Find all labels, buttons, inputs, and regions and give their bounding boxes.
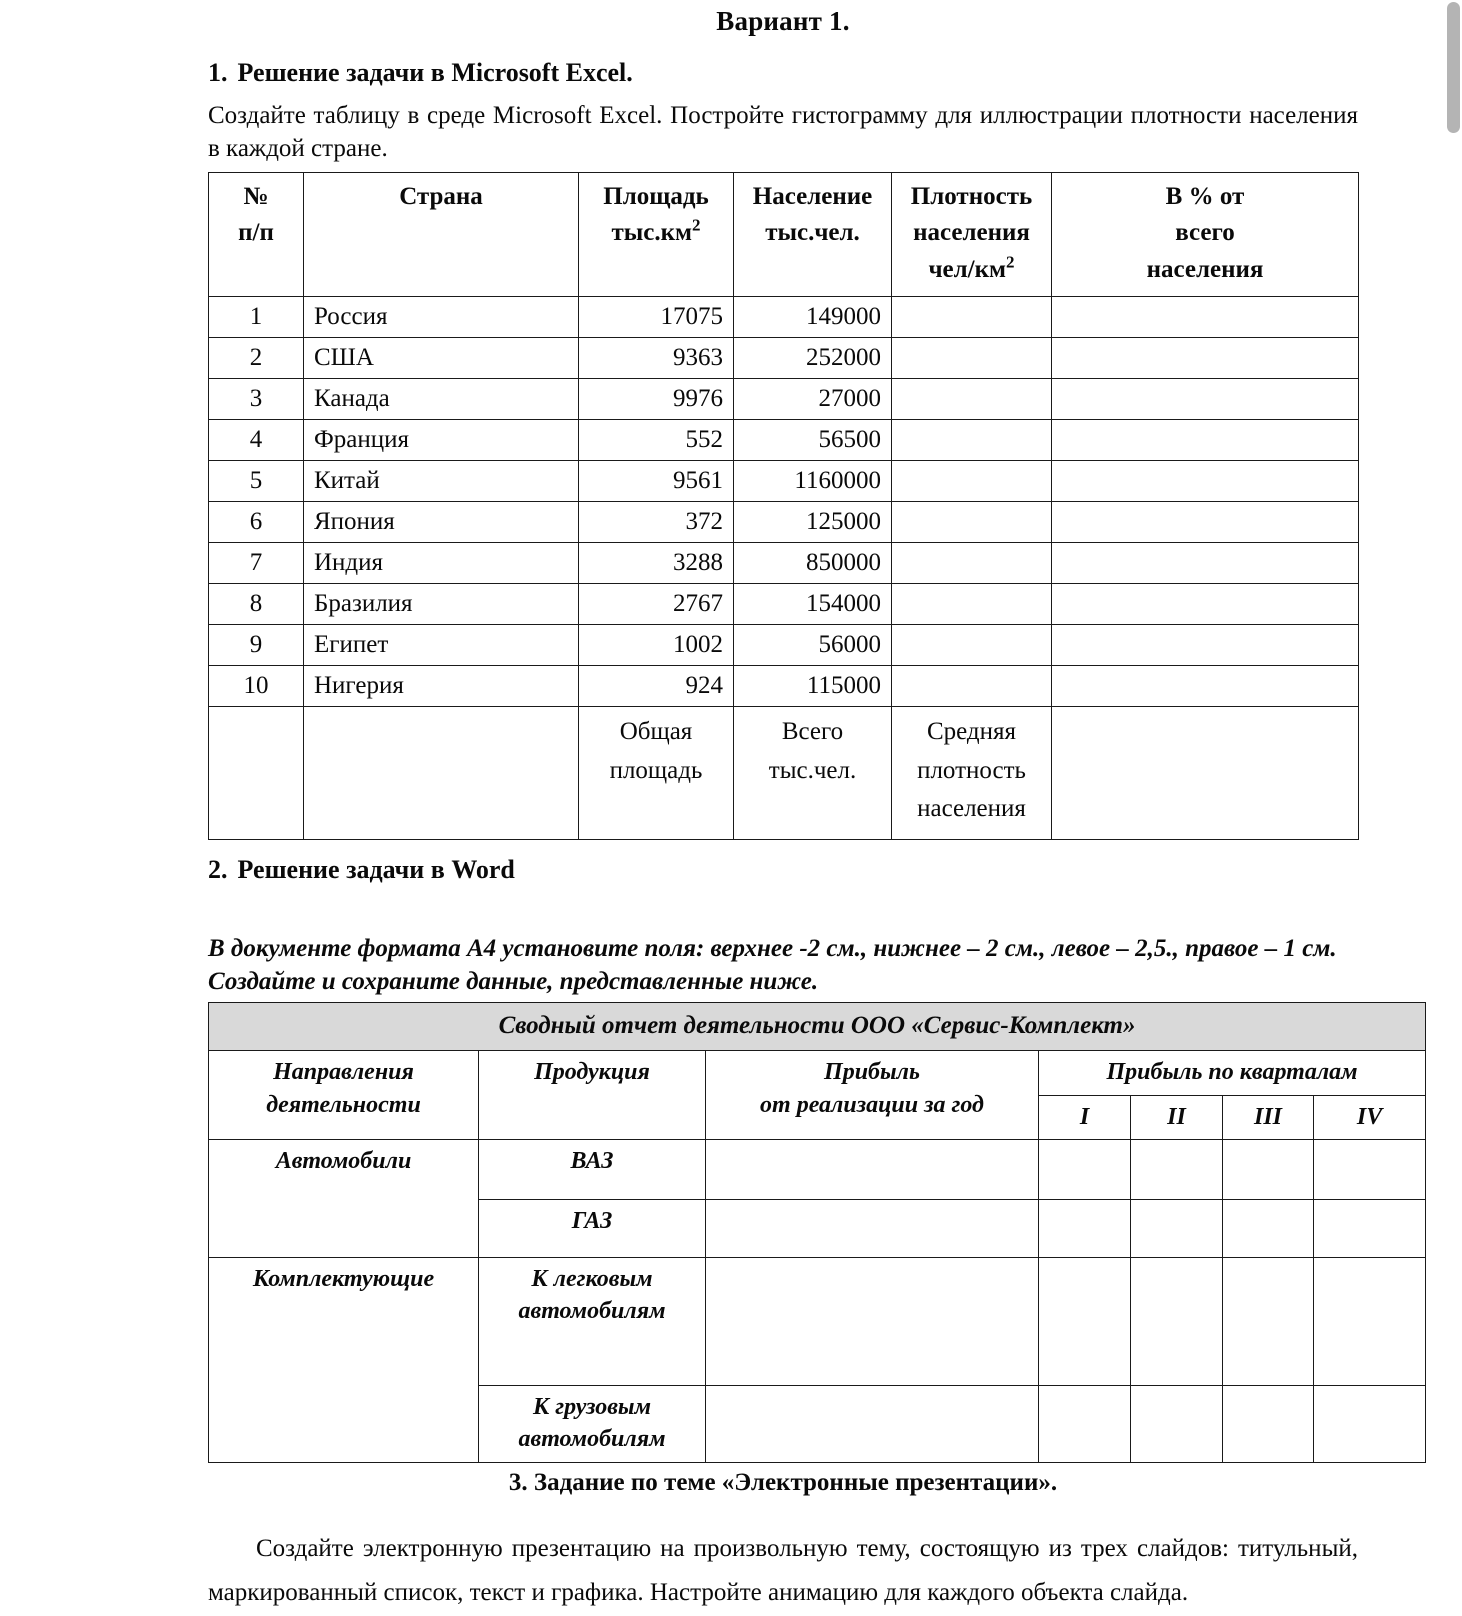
- cell-product-line1: ГАЗ: [571, 1207, 613, 1234]
- section-2-title: Решение задачи в Word: [237, 855, 515, 885]
- table-header-row: [209, 173, 1359, 297]
- cell-percent: [1052, 542, 1359, 583]
- section-3-heading: 3. Задание по теме «Электронные презентации».: [508, 1468, 1058, 1496]
- table-row: [209, 460, 1359, 501]
- cell-density: [892, 542, 1052, 583]
- header-direction: [209, 1051, 479, 1140]
- cell-product: [479, 1257, 706, 1385]
- cell-quarter-3: [1223, 1199, 1314, 1257]
- cell-product-line1: К грузовым: [532, 1393, 652, 1420]
- header-percent-line2: всего: [1175, 219, 1235, 247]
- cell-country: Египет: [304, 624, 579, 665]
- summary-area-line1: Общая: [619, 717, 693, 745]
- cell-country: Индия: [304, 542, 579, 583]
- header-row-number-line1: №: [243, 183, 269, 211]
- table-row: [209, 1139, 1426, 1199]
- cell-profit: [706, 1139, 1039, 1199]
- cell-row-number: 8: [209, 583, 304, 624]
- cell-quarter-1: [1039, 1257, 1131, 1385]
- summary-cell-density: [892, 706, 1052, 839]
- table-row: [209, 296, 1359, 337]
- header-direction-line2: деятельности: [266, 1091, 421, 1118]
- cell-quarter-4: [1314, 1385, 1426, 1462]
- cell-country: Япония: [304, 501, 579, 542]
- header-population-line2: тыс.чел.: [765, 219, 860, 247]
- table-summary-row: [209, 706, 1359, 839]
- cell-population: 252000: [734, 337, 892, 378]
- summary-population-line2: тыс.чел.: [768, 756, 857, 784]
- cell-country: Нигерия: [304, 665, 579, 706]
- cell-percent: [1052, 665, 1359, 706]
- table-row: [209, 583, 1359, 624]
- summary-cell-percent: [1052, 706, 1359, 839]
- header-direction-line1: Направления: [273, 1059, 414, 1086]
- cell-percent: [1052, 583, 1359, 624]
- summary-density-line3: населения: [917, 795, 1026, 823]
- summary-density-line2: плотность: [917, 756, 1026, 784]
- cell-row-number: 3: [209, 378, 304, 419]
- cell-area: 3288: [579, 542, 734, 583]
- section-2-number: 2.: [208, 855, 228, 885]
- cell-direction: Автомобили: [209, 1139, 479, 1257]
- cell-quarter-4: [1314, 1257, 1426, 1385]
- summary-cell-country: [304, 706, 579, 839]
- summary-report-table-body: [209, 1003, 1426, 1462]
- page-title: Вариант 1.: [716, 6, 850, 36]
- header-area-line1: Площадь: [603, 183, 709, 211]
- scrollbar-thumb[interactable]: [1447, 2, 1460, 133]
- cell-row-number: 4: [209, 419, 304, 460]
- cell-percent: [1052, 296, 1359, 337]
- header-area-unit: тыс.км: [611, 219, 693, 247]
- cell-product: [479, 1139, 706, 1199]
- header-row-number-line2: п/п: [238, 219, 274, 247]
- cell-product-line1: ВАЗ: [570, 1147, 614, 1174]
- cell-density: [892, 296, 1052, 337]
- table-row: [209, 501, 1359, 542]
- cell-profit: [706, 1385, 1039, 1462]
- table-row: [209, 1257, 1426, 1385]
- cell-quarter-1: [1039, 1139, 1131, 1199]
- section-1-heading: [208, 57, 1358, 88]
- cell-percent: [1052, 419, 1359, 460]
- cell-density: [892, 378, 1052, 419]
- header-density-line2: населения: [913, 219, 1030, 247]
- table-row: [209, 542, 1359, 583]
- summary-report-table: [208, 1002, 1426, 1462]
- header-area-superscript: 2: [692, 216, 701, 236]
- cell-density: [892, 665, 1052, 706]
- header-area: [579, 173, 734, 297]
- section-1-number: 1.: [208, 58, 228, 88]
- section-3-paragraph: Создайте электронную презентацию на произвольную тему, состоящую из трех слайдов: титульный, маркированный список, текст и графика. Настройте анимацию для каждого объекта слайда.: [208, 1534, 1358, 1607]
- summary-density-line1: Средняя: [926, 717, 1017, 745]
- cell-direction: Комплектующие: [209, 1257, 479, 1462]
- cell-area: 924: [579, 665, 734, 706]
- header-population: [734, 173, 892, 297]
- document-content: [208, 0, 1383, 1616]
- section-2-instruction: В документе формата А4 установите поля: верхнее -2 см., нижнее – 2 см., левое – 2,5., правое – 1 см. Создайте и сохраните данные, представленные ниже.: [208, 935, 1337, 995]
- cell-population: 125000: [734, 501, 892, 542]
- cell-quarter-4: [1314, 1199, 1426, 1257]
- cell-area: 17075: [579, 296, 734, 337]
- cell-population: 1160000: [734, 460, 892, 501]
- cell-population: 154000: [734, 583, 892, 624]
- header-profit-line1: Прибыль: [824, 1059, 920, 1086]
- cell-quarter-4: [1314, 1139, 1426, 1199]
- cell-quarter-1: [1039, 1199, 1131, 1257]
- section-1-title: Решение задачи в Microsoft Excel.: [237, 58, 633, 88]
- section-1-intro-paragraph: Создайте таблицу в среде Microsoft Excel. Постройте гистограмму для иллюстрации плотности населения в каждой стране.: [208, 102, 1358, 162]
- header-product: Продукция: [479, 1051, 706, 1140]
- header-density-line3: [896, 252, 1047, 288]
- header-population-line1: Население: [752, 183, 873, 211]
- summary-area-line2: площадь: [609, 756, 703, 784]
- cell-percent: [1052, 460, 1359, 501]
- cell-population: 850000: [734, 542, 892, 583]
- cell-population: 149000: [734, 296, 892, 337]
- cell-row-number: 2: [209, 337, 304, 378]
- cell-country: Франция: [304, 419, 579, 460]
- header-row-number: [209, 173, 304, 297]
- cell-product: [479, 1199, 706, 1257]
- cell-percent: [1052, 624, 1359, 665]
- cell-area: 552: [579, 419, 734, 460]
- header-profit-line2: от реализации за год: [760, 1091, 984, 1118]
- header-percent-line3: населения: [1146, 255, 1264, 283]
- table2-title-row: [209, 1003, 1426, 1051]
- cell-percent: [1052, 337, 1359, 378]
- cell-density: [892, 419, 1052, 460]
- cell-quarter-2: [1131, 1199, 1223, 1257]
- cell-quarter-3: [1223, 1257, 1314, 1385]
- cell-profit: [706, 1199, 1039, 1257]
- header-percent: [1052, 173, 1359, 297]
- cell-area: 9976: [579, 378, 734, 419]
- cell-percent: [1052, 501, 1359, 542]
- cell-density: [892, 624, 1052, 665]
- cell-quarter-2: [1131, 1385, 1223, 1462]
- header-percent-line1: В % от: [1165, 183, 1245, 211]
- cell-percent: [1052, 378, 1359, 419]
- table-row: [209, 419, 1359, 460]
- cell-row-number: 6: [209, 501, 304, 542]
- cell-population: 56500: [734, 419, 892, 460]
- header-density-unit: чел/км: [928, 255, 1007, 283]
- cell-product-line1: К легковым: [531, 1265, 653, 1292]
- vertical-scrollbar[interactable]: [1420, 0, 1462, 1536]
- cell-density: [892, 501, 1052, 542]
- population-table-body: [209, 296, 1359, 839]
- summary-cell-population: [734, 706, 892, 839]
- cell-country: США: [304, 337, 579, 378]
- table2-title: Сводный отчет деятельности ООО «Сервис-Комплект»: [209, 1003, 1426, 1051]
- table-row: [209, 378, 1359, 419]
- header-profit: [706, 1051, 1039, 1140]
- cell-row-number: 5: [209, 460, 304, 501]
- cell-quarter-3: [1223, 1385, 1314, 1462]
- cell-profit: [706, 1257, 1039, 1385]
- cell-density: [892, 583, 1052, 624]
- header-quarter-1: I: [1039, 1095, 1131, 1139]
- cell-population: 56000: [734, 624, 892, 665]
- cell-area: 1002: [579, 624, 734, 665]
- cell-area: 2767: [579, 583, 734, 624]
- cell-row-number: 10: [209, 665, 304, 706]
- section-2-heading: [208, 854, 1358, 885]
- table-row: [209, 665, 1359, 706]
- header-density-line1: Плотность: [910, 183, 1033, 211]
- cell-quarter-2: [1131, 1257, 1223, 1385]
- header-density: [892, 173, 1052, 297]
- table-row: [209, 624, 1359, 665]
- cell-area: 372: [579, 501, 734, 542]
- cell-area: 9363: [579, 337, 734, 378]
- header-density-superscript: 2: [1006, 252, 1015, 272]
- cell-density: [892, 337, 1052, 378]
- population-table: [208, 172, 1359, 840]
- cell-quarter-3: [1223, 1139, 1314, 1199]
- summary-cell-area: [579, 706, 734, 839]
- header-area-line2: [583, 215, 729, 251]
- cell-country: Россия: [304, 296, 579, 337]
- header-quarter-4: IV: [1314, 1095, 1426, 1139]
- cell-area: 9561: [579, 460, 734, 501]
- cell-product: [479, 1385, 706, 1462]
- header-quarter-3: III: [1223, 1095, 1314, 1139]
- cell-product-line2: автомобилям: [518, 1298, 666, 1325]
- summary-cell-row-number: [209, 706, 304, 839]
- cell-country: Канада: [304, 378, 579, 419]
- summary-population-line1: Всего: [781, 717, 844, 745]
- cell-row-number: 9: [209, 624, 304, 665]
- cell-quarter-2: [1131, 1139, 1223, 1199]
- table-row: [209, 337, 1359, 378]
- cell-country: Китай: [304, 460, 579, 501]
- cell-quarter-1: [1039, 1385, 1131, 1462]
- cell-population: 115000: [734, 665, 892, 706]
- cell-population: 27000: [734, 378, 892, 419]
- cell-row-number: 7: [209, 542, 304, 583]
- cell-product-line2: автомобилям: [518, 1426, 666, 1453]
- header-country: Страна: [304, 173, 579, 297]
- header-quarter-2: II: [1131, 1095, 1223, 1139]
- cell-country: Бразилия: [304, 583, 579, 624]
- cell-density: [892, 460, 1052, 501]
- header-quarters-group: Прибыль по кварталам: [1039, 1051, 1426, 1095]
- cell-row-number: 1: [209, 296, 304, 337]
- table2-header-row-1: [209, 1051, 1426, 1095]
